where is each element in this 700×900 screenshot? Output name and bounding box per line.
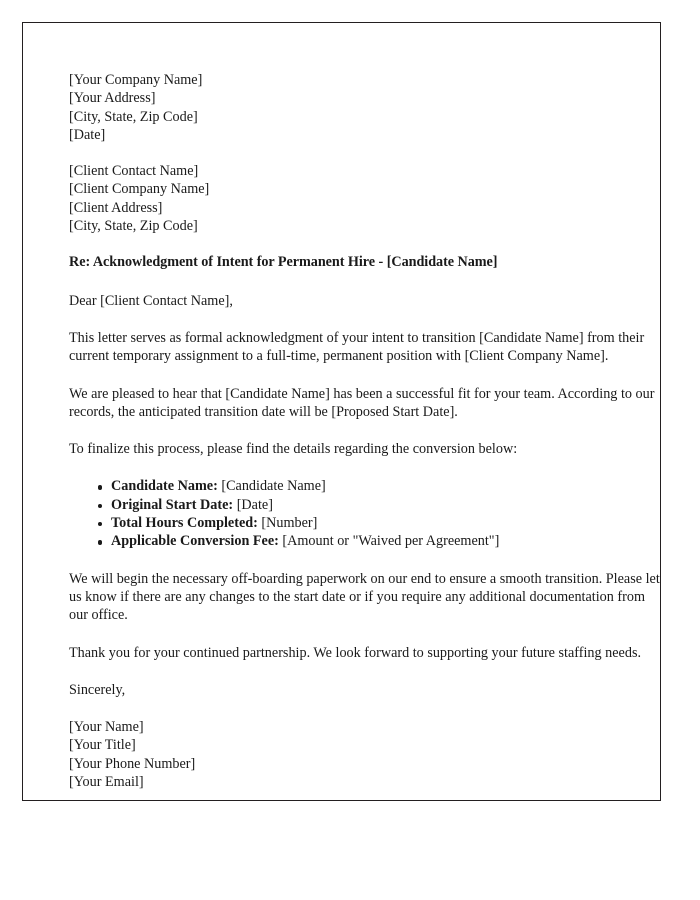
recipient-company-name: [Client Company Name] [69,181,210,198]
body-paragraph-4: We will begin the necessary off-boarding paperwork on our end to ensure a smooth transition. Please let us know if there are any changes to the start date or if you require any additional documentation from our office. [69,570,660,624]
detail-value: [Amount or "Waived per Agreement"] [282,533,500,550]
detail-value: [Date] [236,496,273,513]
signature-block [69,718,665,791]
body-paragraph-1: This letter serves as formal acknowledgment of your intent to transition [Candidate Name] from their current temporary assignment to a full-time, permanent position with [Client Company Name]. [69,329,645,365]
body-paragraph-2: We are pleased to hear that [Candidate Name] has been a successful fit for your team. According to our records, the anticipated transition date will be [Proposed Start Date]. [69,385,655,420]
letter-border-frame [22,22,661,801]
sender-address-block [69,71,665,144]
list-item [69,532,665,550]
recipient-contact-name: [Client Contact Name] [69,163,199,180]
sender-date: [Date] [69,126,106,143]
salutation: Dear [Client Contact Name], [69,292,233,309]
recipient-address-block [69,162,665,235]
signer-title: [Your Title] [69,737,136,754]
detail-label: Candidate Name: [111,478,218,495]
list-item [69,514,665,532]
sender-address: [Your Address] [69,90,156,107]
sender-city-state-zip: [City, State, Zip Code] [69,108,198,125]
list-item [69,477,665,495]
closing-salutation: Sincerely, [69,681,126,698]
body-paragraph-5: Thank you for your continued partnership. We look forward to supporting your future staffing needs. [69,644,642,661]
signer-phone: [Your Phone Number] [69,755,196,772]
recipient-address: [Client Address] [69,199,163,216]
subject-line: Re: Acknowledgment of Intent for Permanent Hire - [Candidate Name] [69,254,498,271]
signer-email: [Your Email] [69,774,144,791]
recipient-city-state-zip: [City, State, Zip Code] [69,218,198,235]
body-paragraph-3: To finalize this process, please find the details regarding the conversion below: [69,441,518,458]
detail-value: [Candidate Name] [221,478,326,495]
detail-value: [Number] [261,515,318,532]
list-item [69,496,665,514]
detail-label: Original Start Date: [111,496,234,513]
detail-label: Total Hours Completed: [111,515,258,532]
sender-company-name: [Your Company Name] [69,72,203,88]
letter-body [69,71,665,791]
signer-name: [Your Name] [69,719,144,736]
detail-label: Applicable Conversion Fee: [111,533,279,550]
conversion-details-list [69,477,665,550]
